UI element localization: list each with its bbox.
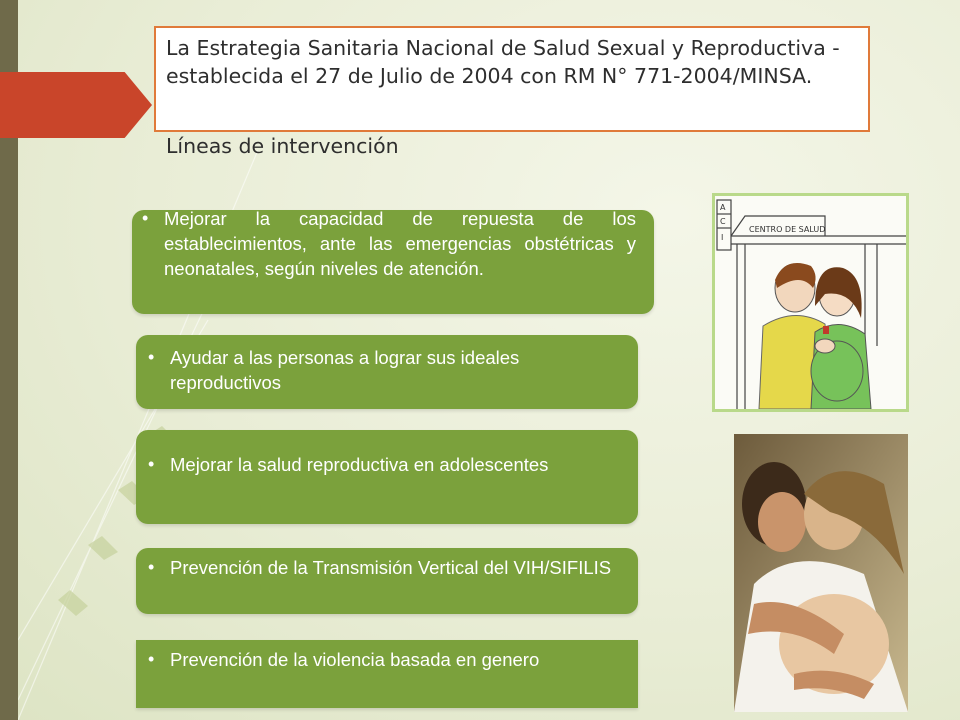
intervention-text: Prevención de la Transmisión Vertical del VIH/SIFILIS [170,557,612,578]
photo-couple-icon [734,434,908,712]
svg-text:I: I [721,233,724,242]
intervention-item-3 [136,430,638,524]
intervention-text: Prevención de la violencia basada en genero [170,649,540,670]
intervention-item-4 [136,548,638,614]
bullet-icon: • [142,210,149,228]
title-arrow-shape [0,72,152,138]
svg-text:CENTRO DE SALUD: CENTRO DE SALUD [749,225,826,234]
svg-text:C: C [720,217,726,226]
bullet-icon: • [148,454,155,474]
couple-drawing-icon [715,196,906,409]
intervention-text: Mejorar la salud reproductiva en adolescentes [170,454,549,475]
bullet-icon: • [148,347,155,367]
health-center-illustration [712,193,909,412]
pregnant-couple-photo [734,434,908,712]
intervention-item-2 [136,335,638,409]
bullet-icon: • [148,649,155,669]
intervention-text: Ayudar a las personas a lograr sus ideales reproductivos [170,347,520,393]
slide-title: La Estrategia Sanitaria Nacional de Salud Sexual y Reproductiva - establecida el 27 de Julio de 2004 con RM N° 771-2004/MINSA. [166,36,840,88]
intervention-item-5 [136,640,638,708]
slide-subtitle: Líneas de intervención [166,134,399,158]
svg-text:A: A [720,203,726,212]
intervention-item-1 [132,210,654,314]
bullet-icon: • [148,557,155,577]
intervention-text: Mejorar la capacidad de repuesta de los establecimientos, ante las emergencias obstétricas y neonatales, según niveles de atención. [164,210,636,279]
